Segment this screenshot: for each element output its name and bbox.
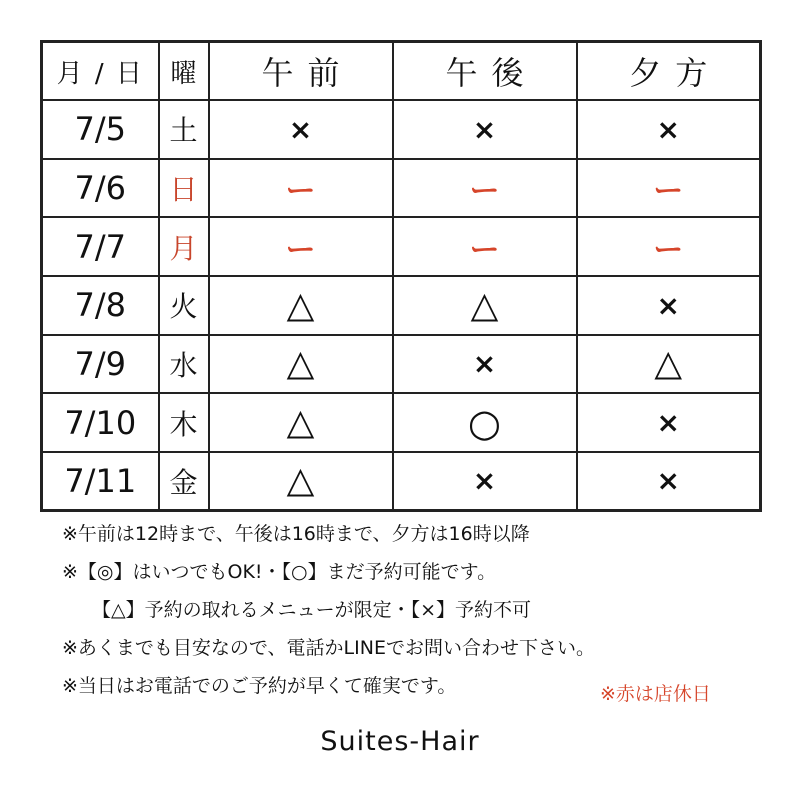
header-morning: 午前 [209, 42, 393, 101]
availability-evening: × [577, 100, 761, 159]
availability-afternoon: ー [393, 159, 577, 218]
availability-evening: ー [577, 159, 761, 218]
notes [62, 515, 762, 705]
row-date: 7/9 [42, 335, 159, 394]
row-day-of-week: 水 [159, 335, 209, 394]
row-day-of-week: 火 [159, 276, 209, 335]
table-row [42, 393, 761, 452]
row-day-of-week: 日 [159, 159, 209, 218]
header-afternoon: 午後 [393, 42, 577, 101]
availability-evening: × [577, 393, 761, 452]
availability-morning: △ [209, 393, 393, 452]
note-legend-limited: 【△】予約の取れるメニューが限定・【×】予約不可 [92, 599, 532, 621]
note-contact: ※あくまでも目安なので、電話かLINEでお問い合わせ下さい。 [62, 637, 595, 659]
availability-afternoon: ○ [393, 393, 577, 452]
availability-morning: △ [209, 335, 393, 394]
availability-afternoon: ー [393, 217, 577, 276]
note-hours: ※午前は12時まで、午後は16時まで、夕方は16時以降 [62, 523, 530, 545]
header-date: 月 / 日 [42, 42, 159, 101]
table-row [42, 159, 761, 218]
availability-afternoon: △ [393, 276, 577, 335]
availability-morning: ー [209, 217, 393, 276]
availability-evening: × [577, 276, 761, 335]
availability-morning: △ [209, 452, 393, 511]
availability-afternoon: × [393, 452, 577, 511]
row-day-of-week: 木 [159, 393, 209, 452]
availability-morning: × [209, 100, 393, 159]
row-date: 7/10 [42, 393, 159, 452]
availability-morning: ー [209, 159, 393, 218]
brand-name: Suites-Hair [320, 726, 480, 757]
row-day-of-week: 金 [159, 452, 209, 511]
note-legend-available: ※【◎】はいつでもOK!・【○】まだ予約可能です。 [62, 561, 497, 583]
row-day-of-week: 土 [159, 100, 209, 159]
reservation-table [40, 40, 762, 512]
row-date: 7/11 [42, 452, 159, 511]
availability-afternoon: × [393, 335, 577, 394]
table-row [42, 335, 761, 394]
availability-evening: × [577, 452, 761, 511]
availability-afternoon: × [393, 100, 577, 159]
table-row [42, 276, 761, 335]
row-date: 7/6 [42, 159, 159, 218]
row-day-of-week: 月 [159, 217, 209, 276]
table-row [42, 217, 761, 276]
availability-evening: △ [577, 335, 761, 394]
row-date: 7/8 [42, 276, 159, 335]
table-header-row [42, 42, 761, 101]
header-evening: 夕方 [577, 42, 761, 101]
table-row [42, 100, 761, 159]
availability-morning: △ [209, 276, 393, 335]
row-date: 7/7 [42, 217, 159, 276]
note-closed-days: ※赤は店休日 [600, 683, 711, 705]
table-row [42, 452, 761, 511]
availability-evening: ー [577, 217, 761, 276]
header-day-of-week: 曜 [159, 42, 209, 101]
row-date: 7/5 [42, 100, 159, 159]
note-same-day: ※当日はお電話でのご予約が早くて確実です。 [62, 675, 457, 697]
